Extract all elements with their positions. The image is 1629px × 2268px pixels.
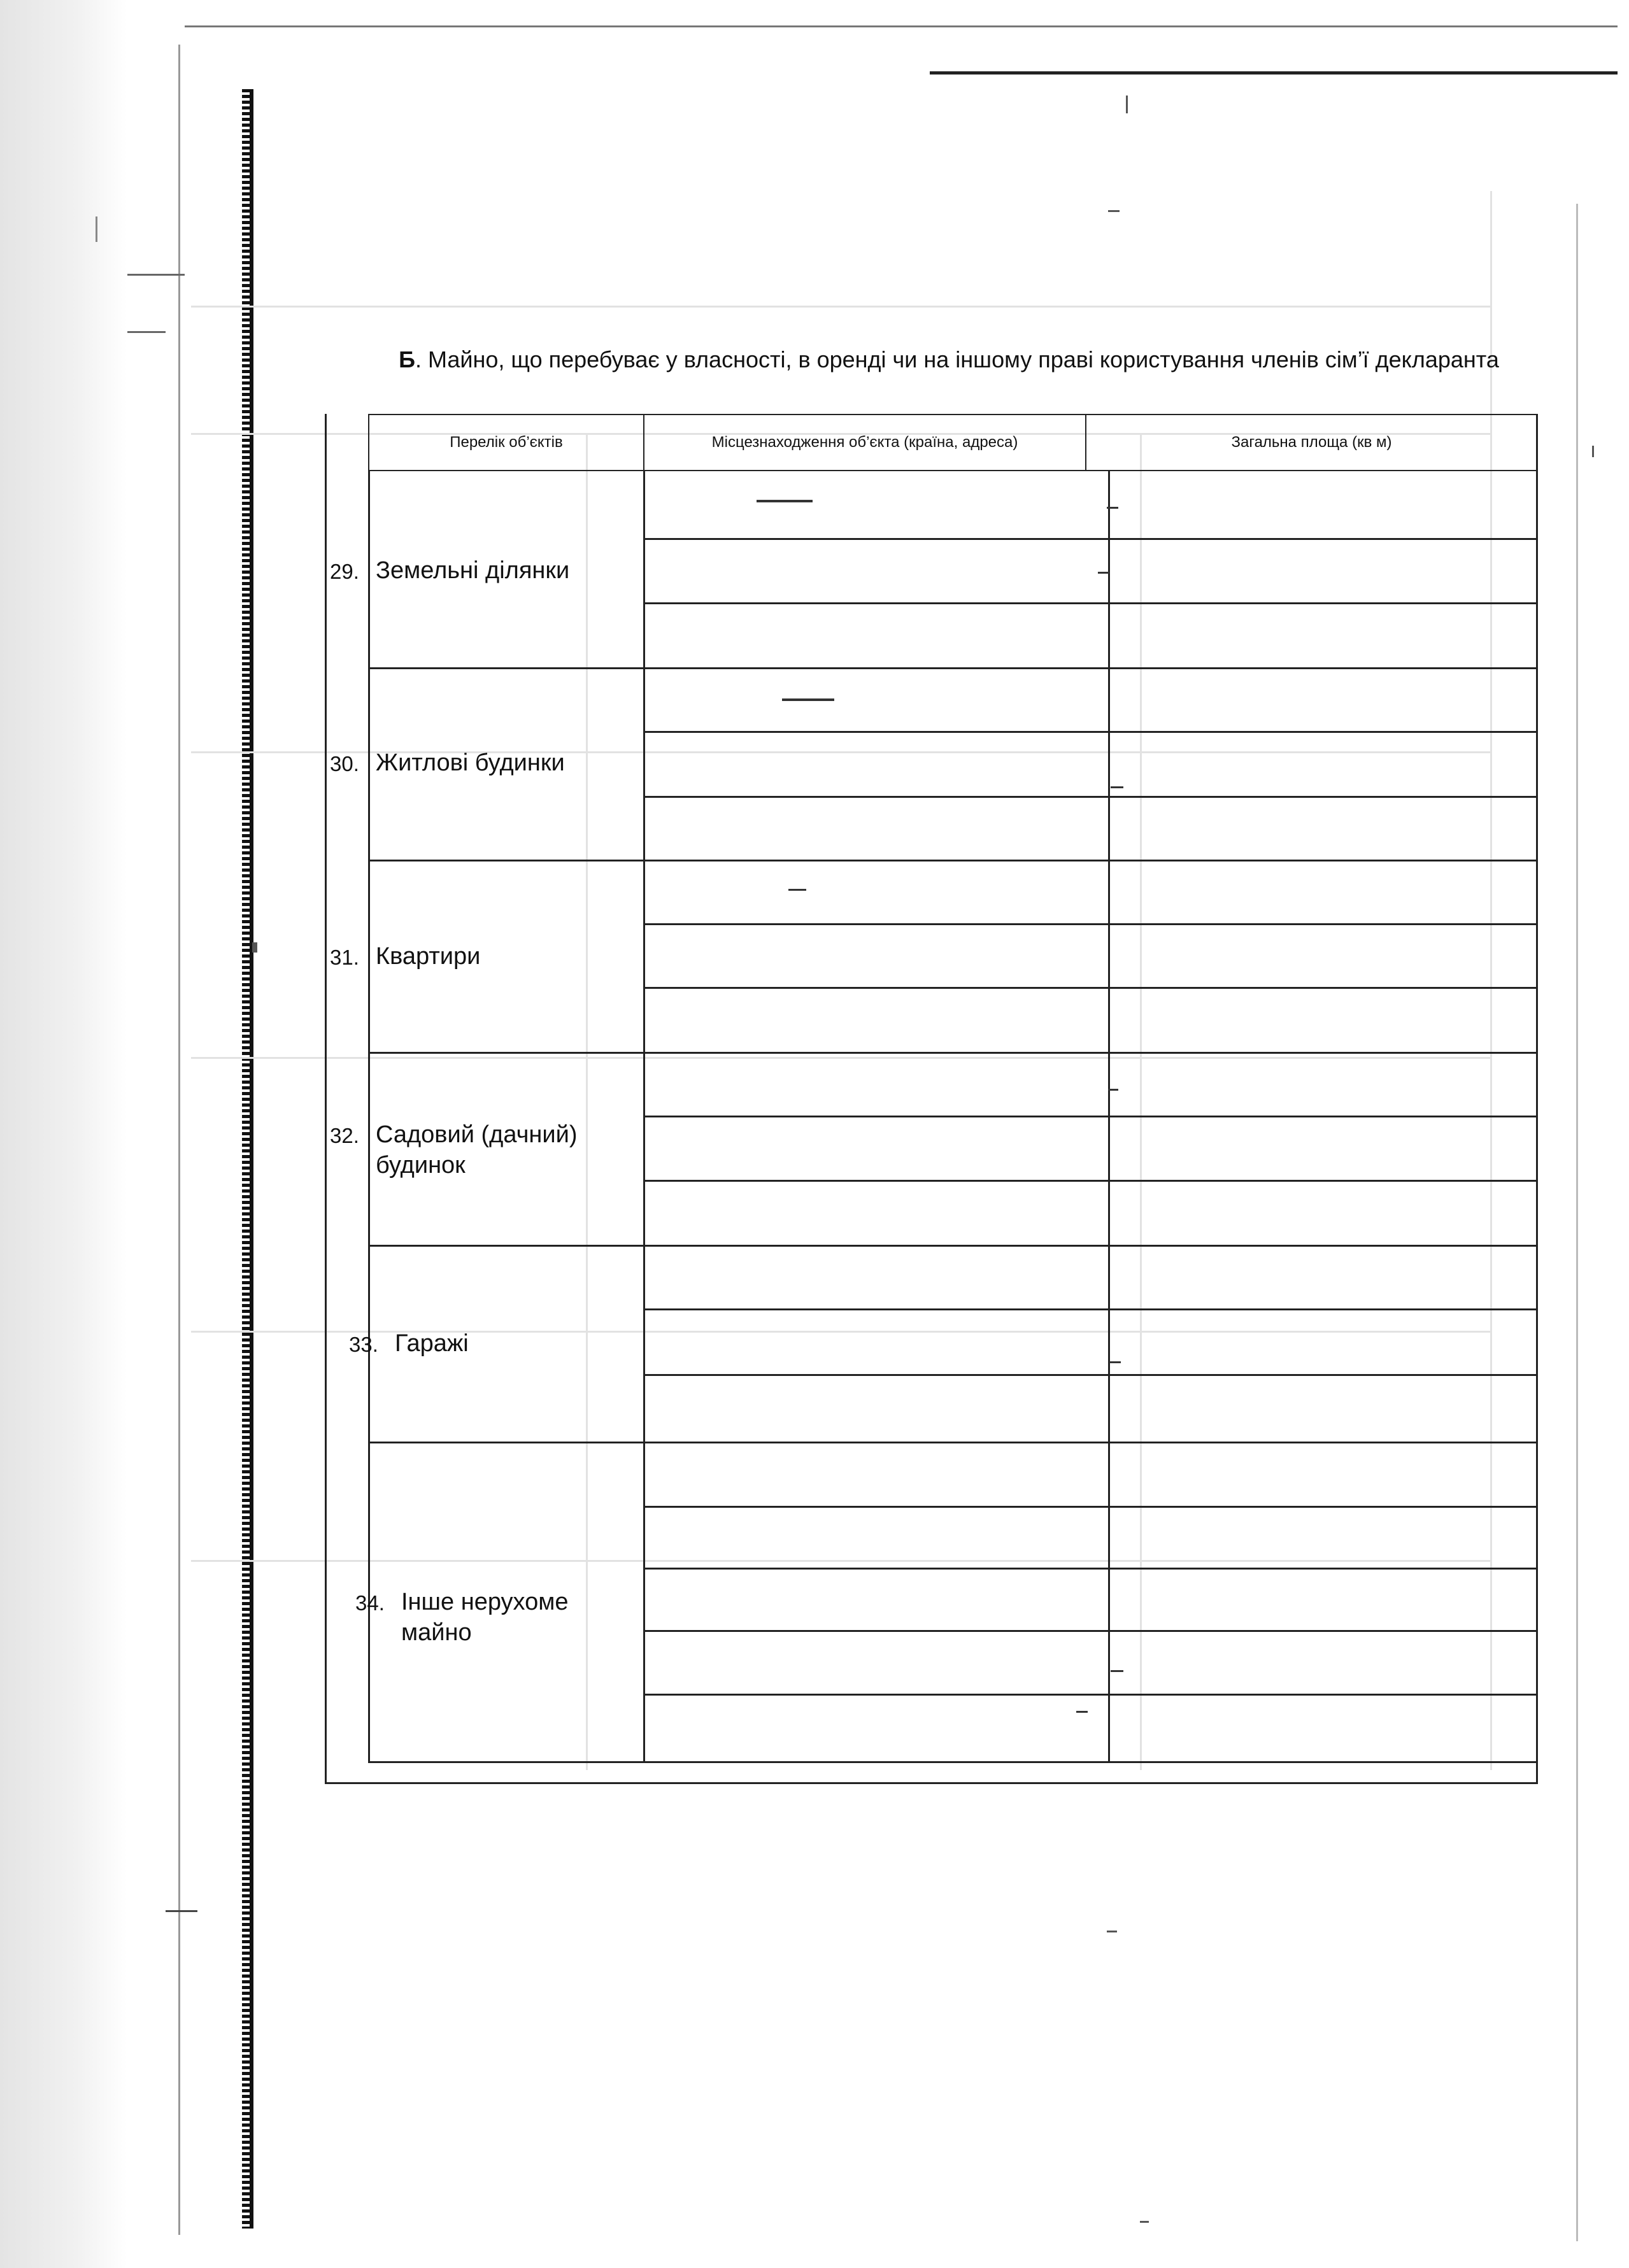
row-number: 29. xyxy=(330,560,359,583)
bleed-through-line xyxy=(191,306,1490,308)
row-separator xyxy=(368,860,1538,861)
sub-row-line xyxy=(643,1506,1538,1508)
row-houses xyxy=(330,748,629,779)
row-label: Інше нерухоме майно xyxy=(401,1589,569,1646)
sub-row-line xyxy=(643,923,1538,925)
scan-speck xyxy=(127,274,185,276)
sub-row-line xyxy=(643,731,1538,733)
empty-entry-dash xyxy=(1109,1361,1121,1363)
empty-entry-dash xyxy=(1111,1670,1123,1672)
sub-row-line xyxy=(643,1308,1538,1310)
column-header-objects xyxy=(368,414,644,471)
empty-entry-dash xyxy=(1098,572,1109,574)
section-letter: Б xyxy=(399,346,415,372)
row-number: 34. xyxy=(355,1591,385,1615)
empty-entry-dash xyxy=(782,698,834,701)
sub-row-line xyxy=(643,538,1538,540)
scan-speck xyxy=(1108,210,1120,212)
row-separator xyxy=(368,1761,1538,1763)
column-line-left xyxy=(368,470,370,1762)
row-label: Земельні ділянки xyxy=(376,557,570,584)
row-separator xyxy=(368,1245,1538,1247)
empty-entry-dash xyxy=(757,500,813,502)
sheet-edge-left xyxy=(178,45,180,2235)
scan-speck xyxy=(96,216,97,242)
empty-entry-dash xyxy=(788,889,806,891)
sub-row-line xyxy=(643,1694,1538,1696)
column-header-label: Місцезнаходження об’єкта (країна, адреса) xyxy=(711,434,1018,451)
scan-speck xyxy=(252,942,257,953)
empty-entry-dash xyxy=(1111,786,1123,788)
column-header-location xyxy=(643,414,1086,471)
row-other-real-estate xyxy=(355,1587,629,1648)
row-number: 30. xyxy=(330,752,359,776)
row-separator xyxy=(368,1052,1538,1054)
scan-speck xyxy=(1592,446,1594,457)
sub-row-line xyxy=(643,1568,1538,1570)
sub-row-line xyxy=(643,1180,1538,1182)
row-separator xyxy=(368,1442,1538,1443)
row-garden-house xyxy=(330,1119,629,1180)
binding-line xyxy=(250,89,253,2229)
sub-row-line xyxy=(643,987,1538,989)
empty-entry-dash xyxy=(1107,507,1118,509)
scan-speck xyxy=(1126,96,1128,113)
property-table xyxy=(330,414,1538,1762)
row-label: Садовий (дачний) будинок xyxy=(376,1121,578,1179)
page-shadow xyxy=(0,0,127,2268)
row-number: 33. xyxy=(349,1333,378,1356)
row-separator xyxy=(368,667,1538,669)
column-header-label: Загальна площа (кв м) xyxy=(1231,434,1392,451)
sub-row-line xyxy=(643,1116,1538,1117)
row-garages xyxy=(349,1328,629,1360)
sub-row-line xyxy=(643,1374,1538,1376)
column-header-label: Перелік об’єктів xyxy=(450,434,563,451)
row-label: Квартири xyxy=(376,943,481,970)
row-apartments xyxy=(330,941,629,973)
section-title-text: . Майно, що перебуває у власності, в оренді чи на іншому праві користування членів сім’ї декларанта xyxy=(415,346,1499,372)
sheet-edge-top-right xyxy=(930,71,1618,74)
row-land-plots xyxy=(330,555,629,587)
row-label: Гаражі xyxy=(395,1330,469,1357)
column-header-area xyxy=(1085,414,1538,471)
scan-speck xyxy=(1140,2221,1149,2223)
sub-row-line xyxy=(643,1630,1538,1632)
empty-entry-dash xyxy=(1108,1089,1118,1091)
row-number: 31. xyxy=(330,946,359,969)
sub-row-line xyxy=(643,602,1538,604)
sheet-edge-top xyxy=(185,25,1618,27)
sub-row-line xyxy=(643,796,1538,798)
scan-speck xyxy=(166,1910,197,1912)
row-label: Житлові будинки xyxy=(376,749,565,776)
row-number: 32. xyxy=(330,1124,359,1147)
empty-entry-dash xyxy=(1076,1711,1088,1713)
sheet-edge-right xyxy=(1576,204,1578,2241)
scan-speck xyxy=(127,331,166,333)
section-title xyxy=(357,344,1541,376)
scan-speck xyxy=(1107,1931,1117,1932)
